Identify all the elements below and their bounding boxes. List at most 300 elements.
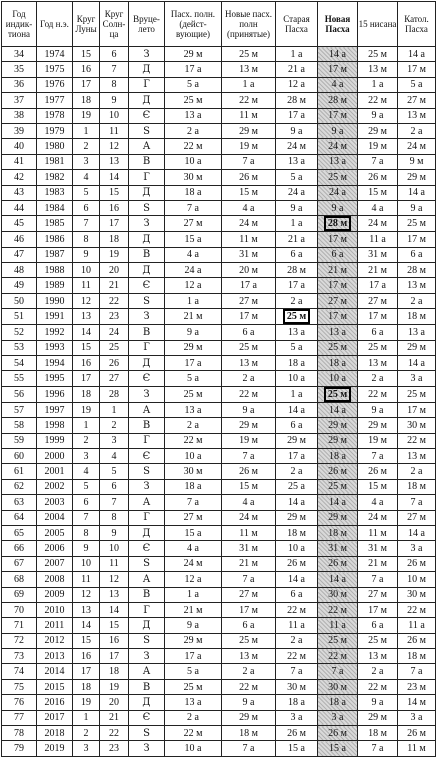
cell-new-easter: 14 а [318,495,358,510]
cell-vruceleto: З [129,649,165,664]
cell-paschal-full-moon-current: 24 м [165,556,222,571]
cell-catholic-easter: 22 м [398,433,436,448]
cell-indiction-year: 39 [2,123,37,138]
cell-old-easter: 3 а [276,710,318,725]
table-row [2,679,436,694]
cell-lunar-cycle: 1 [73,123,100,138]
cell-old-easter: 22 м [276,602,318,617]
cell-indiction-year: 58 [2,418,37,433]
cell-nisan-15: 24 м [358,510,398,525]
cell-paschal-full-moon-current: 17 а [165,356,222,371]
cell-new-easter: 22 м [318,602,358,617]
cell-old-easter: 13 а [276,154,318,169]
cell-paschal-full-moon-current: 30 м [165,170,222,185]
cell-old-easter: 17 а [276,278,318,293]
cell-catholic-easter: 14 м [398,695,436,710]
cell-solar-cycle: 23 [100,309,129,325]
cell-indiction-year: 62 [2,479,37,494]
cell-nisan-15: 29 м [358,418,398,433]
cell-ad-year: 2006 [37,541,73,556]
cell-paschal-full-moon-new: 6 а [222,325,276,340]
cell-paschal-full-moon-current: 10 а [165,741,222,756]
cell-solar-cycle: 20 [100,263,129,278]
cell-vruceleto: Ѕ [129,556,165,571]
cell-new-easter: 24 а [318,185,358,200]
cell-nisan-15: 19 м [358,433,398,448]
table-row [2,510,436,525]
cell-new-easter: 10 а [318,371,358,386]
cell-paschal-full-moon-new: 22 м [222,93,276,108]
cell-paschal-full-moon-current: 7 а [165,495,222,510]
cell-nisan-15: 26 м [358,170,398,185]
cell-catholic-easter: 13 м [398,278,436,293]
cell-paschal-full-moon-current: 30 м [165,464,222,479]
cell-nisan-15: 24 м [358,216,398,232]
cell-vruceleto: Д [129,356,165,371]
cell-ad-year: 1987 [37,247,73,262]
cell-catholic-easter: 13 м [398,108,436,123]
cell-solar-cycle: 19 [100,247,129,262]
cell-solar-cycle: 26 [100,356,129,371]
cell-nisan-15: 9 а [358,108,398,123]
cell-old-easter: 2 а [276,633,318,648]
cell-new-easter: 24 м [318,139,358,154]
table-row [2,602,436,617]
cell-paschal-full-moon-current: 10 а [165,154,222,169]
cell-ad-year: 1988 [37,263,73,278]
cell-new-easter: 17 м [318,108,358,123]
cell-lunar-cycle: 16 [73,649,100,664]
cell-paschal-full-moon-current: 15 а [165,232,222,247]
cell-old-easter: 5 а [276,340,318,355]
cell-new-easter: 25 м [318,340,358,355]
cell-old-easter: 14 а [276,402,318,417]
cell-solar-cycle: 18 [100,664,129,679]
cell-lunar-cycle: 12 [73,293,100,308]
cell-indiction-year: 54 [2,356,37,371]
cell-nisan-15: 7 а [358,741,398,756]
cell-ad-year: 1981 [37,154,73,169]
cell-indiction-year: 57 [2,402,37,417]
cell-paschal-full-moon-new: 7 а [222,741,276,756]
cell-new-easter: 25 м [318,170,358,185]
cell-nisan-15: 2 а [358,664,398,679]
cell-indiction-year: 75 [2,679,37,694]
cell-nisan-15: 21 м [358,556,398,571]
table-row [2,525,436,540]
cell-vruceleto: Г [129,170,165,185]
cell-paschal-full-moon-current: 18 а [165,479,222,494]
cell-solar-cycle: 5 [100,464,129,479]
cell-ad-year: 1978 [37,108,73,123]
cell-ad-year: 2017 [37,710,73,725]
cell-vruceleto: Г [129,77,165,92]
cell-paschal-full-moon-new: 4 а [222,495,276,510]
cell-new-easter: 26 м [318,556,358,571]
cell-catholic-easter: 14 а [398,356,436,371]
cell-paschal-full-moon-new: 25 м [222,47,276,62]
cell-nisan-15: 17 м [358,602,398,617]
cell-new-easter: 22 м [318,649,358,664]
table-row [2,386,436,402]
cell-solar-cycle: 17 [100,216,129,232]
cell-ad-year: 1989 [37,278,73,293]
cell-ad-year: 2019 [37,741,73,756]
cell-solar-cycle: 22 [100,293,129,308]
cell-ad-year: 1976 [37,77,73,92]
cell-nisan-15: 22 м [358,679,398,694]
cell-vruceleto: Д [129,618,165,633]
table-row [2,356,436,371]
cell-lunar-cycle: 18 [73,679,100,694]
cell-vruceleto: Д [129,695,165,710]
cell-old-easter: 24 а [276,185,318,200]
cell-paschal-full-moon-current: 5 а [165,371,222,386]
cell-catholic-easter: 13 м [398,448,436,463]
cell-solar-cycle: 2 [100,418,129,433]
cell-catholic-easter: 17 м [398,62,436,77]
cell-new-easter [318,386,358,402]
cell-new-easter: 9 а [318,123,358,138]
cell-lunar-cycle: 9 [73,541,100,556]
cell-new-easter: 31 м [318,541,358,556]
cell-ad-year: 1975 [37,62,73,77]
cell-lunar-cycle: 16 [73,62,100,77]
cell-paschal-full-moon-new: 6 а [222,618,276,633]
cell-new-easter: 26 м [318,726,358,741]
cell-paschal-full-moon-current: 21 м [165,602,222,617]
cell-solar-cycle: 13 [100,154,129,169]
cell-solar-cycle: 11 [100,123,129,138]
cell-solar-cycle: 14 [100,602,129,617]
cell-nisan-15: 11 м [358,525,398,540]
cell-paschal-full-moon-new: 31 м [222,247,276,262]
cell-nisan-15: 17 м [358,309,398,325]
cell-catholic-easter: 11 м [398,741,436,756]
cell-old-easter: 10 а [276,371,318,386]
cell-lunar-cycle: 6 [73,200,100,215]
cell-paschal-full-moon-current: 5 а [165,77,222,92]
cell-paschal-full-moon-new: 9 а [222,402,276,417]
header-catholic-easter: Катол. Пасха [398,2,436,47]
cell-lunar-cycle: 19 [73,695,100,710]
cell-nisan-15: 7 а [358,572,398,587]
cell-nisan-15: 9 а [358,695,398,710]
cell-new-easter: 18 м [318,525,358,540]
boxed-date: 28 м [324,216,351,231]
cell-nisan-15: 18 м [358,726,398,741]
cell-new-easter: 6 а [318,247,358,262]
cell-old-easter: 5 а [276,170,318,185]
cell-vruceleto: В [129,679,165,694]
cell-catholic-easter: 18 м [398,309,436,325]
cell-ad-year: 1992 [37,325,73,340]
cell-catholic-easter: 30 м [398,418,436,433]
cell-paschal-full-moon-new: 25 м [222,340,276,355]
cell-lunar-cycle: 4 [73,170,100,185]
cell-old-easter: 14 а [276,495,318,510]
cell-ad-year: 1984 [37,200,73,215]
cell-new-easter: 17 м [318,278,358,293]
table-row [2,572,436,587]
cell-paschal-full-moon-current: 12 а [165,572,222,587]
cell-solar-cycle: 10 [100,541,129,556]
table-row [2,587,436,602]
cell-nisan-15: 4 а [358,200,398,215]
table-row [2,139,436,154]
cell-new-easter: 13 а [318,325,358,340]
cell-ad-year: 2015 [37,679,73,694]
cell-solar-cycle: 20 [100,695,129,710]
cell-paschal-full-moon-new: 9 а [222,695,276,710]
cell-vruceleto: В [129,247,165,262]
cell-catholic-easter: 24 м [398,139,436,154]
cell-new-easter [318,216,358,232]
cell-lunar-cycle: 8 [73,232,100,247]
cell-ad-year: 1983 [37,185,73,200]
cell-vruceleto: Ѕ [129,293,165,308]
cell-old-easter: 30 м [276,679,318,694]
cell-vruceleto: В [129,587,165,602]
cell-lunar-cycle: 5 [73,185,100,200]
cell-old-easter: 2 а [276,293,318,308]
cell-vruceleto: Г [129,602,165,617]
cell-paschal-full-moon-new: 24 м [222,216,276,232]
cell-paschal-full-moon-current: 9 а [165,618,222,633]
cell-paschal-full-moon-new: 19 м [222,139,276,154]
cell-catholic-easter: 26 м [398,726,436,741]
table-row [2,293,436,308]
cell-solar-cycle: 13 [100,587,129,602]
cell-new-easter: 18 а [318,356,358,371]
cell-nisan-15: 15 м [358,479,398,494]
cell-paschal-full-moon-current: 4 а [165,247,222,262]
table-row [2,418,436,433]
table-row [2,93,436,108]
cell-lunar-cycle: 5 [73,479,100,494]
table-row [2,123,436,138]
cell-indiction-year: 37 [2,93,37,108]
cell-nisan-15: 27 м [358,587,398,602]
cell-ad-year: 2007 [37,556,73,571]
cell-paschal-full-moon-new: 20 м [222,263,276,278]
cell-lunar-cycle: 17 [73,371,100,386]
cell-ad-year: 2000 [37,448,73,463]
cell-paschal-full-moon-current: 18 а [165,185,222,200]
cell-paschal-full-moon-new: 26 м [222,464,276,479]
cell-indiction-year: 74 [2,664,37,679]
cell-new-easter: 30 м [318,587,358,602]
cell-new-easter: 7 а [318,664,358,679]
cell-vruceleto: З [129,386,165,402]
cell-ad-year: 1999 [37,433,73,448]
cell-paschal-full-moon-current: 29 м [165,340,222,355]
cell-catholic-easter: 23 м [398,679,436,694]
cell-nisan-15: 13 м [358,649,398,664]
cell-paschal-full-moon-new: 4 а [222,200,276,215]
table-row [2,371,436,386]
cell-paschal-full-moon-new: 2 а [222,664,276,679]
cell-vruceleto: Є [129,541,165,556]
cell-indiction-year: 78 [2,726,37,741]
cell-paschal-full-moon-new: 24 м [222,510,276,525]
table-header-row [2,2,436,47]
cell-paschal-full-moon-new: 29 м [222,710,276,725]
cell-nisan-15: 25 м [358,340,398,355]
cell-ad-year: 2011 [37,618,73,633]
cell-paschal-full-moon-new: 13 м [222,62,276,77]
cell-catholic-easter: 25 м [398,386,436,402]
cell-lunar-cycle: 15 [73,340,100,355]
cell-paschal-full-moon-current: 17 а [165,62,222,77]
cell-nisan-15: 1 а [358,77,398,92]
cell-old-easter: 6 а [276,418,318,433]
cell-solar-cycle: 16 [100,200,129,215]
cell-vruceleto: З [129,47,165,62]
cell-vruceleto: Є [129,448,165,463]
cell-paschal-full-moon-current: 17 а [165,649,222,664]
cell-ad-year: 1995 [37,371,73,386]
cell-ad-year: 2004 [37,510,73,525]
cell-paschal-full-moon-current: 15 а [165,525,222,540]
cell-new-easter: 11 а [318,618,358,633]
cell-solar-cycle: 21 [100,710,129,725]
cell-paschal-full-moon-new: 22 м [222,386,276,402]
cell-indiction-year: 51 [2,309,37,325]
cell-catholic-easter: 9 м [398,154,436,169]
cell-indiction-year: 52 [2,325,37,340]
cell-paschal-full-moon-new: 1 а [222,77,276,92]
cell-paschal-full-moon-new: 21 м [222,556,276,571]
cell-new-easter: 30 м [318,679,358,694]
cell-new-easter: 13 а [318,154,358,169]
cell-new-easter: 17 м [318,309,358,325]
cell-nisan-15: 9 а [358,402,398,417]
cell-paschal-full-moon-new: 18 м [222,726,276,741]
cell-paschal-full-moon-current: 29 м [165,47,222,62]
cell-paschal-full-moon-new: 13 м [222,356,276,371]
cell-lunar-cycle: 14 [73,325,100,340]
cell-new-easter: 17 м [318,62,358,77]
cell-lunar-cycle: 7 [73,510,100,525]
cell-catholic-easter: 29 м [398,340,436,355]
cell-catholic-easter: 22 м [398,602,436,617]
cell-vruceleto: Г [129,510,165,525]
cell-catholic-easter: 26 м [398,633,436,648]
cell-paschal-full-moon-current: 13 а [165,695,222,710]
table-row [2,695,436,710]
cell-lunar-cycle: 8 [73,525,100,540]
cell-solar-cycle: 3 [100,433,129,448]
cell-old-easter: 28 м [276,93,318,108]
cell-catholic-easter: 18 м [398,479,436,494]
cell-catholic-easter: 11 а [398,618,436,633]
cell-vruceleto: Ѕ [129,464,165,479]
header-vruceleto: Вруце-лето [129,2,165,47]
cell-ad-year: 2018 [37,726,73,741]
table-row [2,232,436,247]
table-row [2,649,436,664]
header-lunar-cycle: Круг Луны [73,2,100,47]
cell-new-easter: 26 м [318,464,358,479]
table-row [2,247,436,262]
cell-indiction-year: 68 [2,572,37,587]
cell-nisan-15: 2 а [358,371,398,386]
cell-lunar-cycle: 18 [73,93,100,108]
table-row [2,448,436,463]
cell-indiction-year: 38 [2,108,37,123]
cell-catholic-easter: 18 м [398,649,436,664]
cell-old-easter: 13 а [276,325,318,340]
cell-indiction-year: 70 [2,602,37,617]
cell-vruceleto: А [129,139,165,154]
cell-paschal-full-moon-current: 10 а [165,448,222,463]
cell-old-easter: 9 а [276,123,318,138]
cell-solar-cycle: 11 [100,556,129,571]
cell-solar-cycle: 1 [100,402,129,417]
cell-indiction-year: 40 [2,139,37,154]
cell-old-easter: 6 а [276,587,318,602]
table-row [2,433,436,448]
cell-catholic-easter: 14 а [398,525,436,540]
cell-paschal-full-moon-current: 1 а [165,293,222,308]
cell-vruceleto: Д [129,93,165,108]
cell-paschal-full-moon-current: 2 а [165,418,222,433]
cell-indiction-year: 67 [2,556,37,571]
cell-lunar-cycle: 2 [73,433,100,448]
cell-catholic-easter: 28 м [398,263,436,278]
cell-indiction-year: 41 [2,154,37,169]
cell-paschal-full-moon-new: 11 м [222,232,276,247]
cell-new-easter: 29 м [318,433,358,448]
table-row [2,170,436,185]
cell-vruceleto: З [129,741,165,756]
cell-vruceleto: В [129,325,165,340]
cell-paschal-full-moon-current: 13 а [165,108,222,123]
cell-lunar-cycle: 15 [73,633,100,648]
cell-nisan-15: 31 м [358,247,398,262]
cell-old-easter: 1 а [276,386,318,402]
cell-new-easter: 28 м [318,93,358,108]
cell-nisan-15: 21 м [358,263,398,278]
cell-lunar-cycle: 3 [73,154,100,169]
cell-paschal-full-moon-new: 17 м [222,602,276,617]
cell-ad-year: 1993 [37,340,73,355]
cell-vruceleto: З [129,309,165,325]
table-row [2,464,436,479]
cell-nisan-15: 15 м [358,185,398,200]
cell-solar-cycle: 15 [100,618,129,633]
cell-paschal-full-moon-current: 22 м [165,433,222,448]
cell-indiction-year: 66 [2,541,37,556]
cell-lunar-cycle: 18 [73,386,100,402]
cell-old-easter [276,309,318,325]
cell-solar-cycle: 4 [100,448,129,463]
cell-paschal-full-moon-current: 4 а [165,541,222,556]
table-row [2,741,436,756]
cell-new-easter: 3 а [318,710,358,725]
cell-paschal-full-moon-current: 12 а [165,278,222,293]
cell-lunar-cycle: 17 [73,77,100,92]
cell-indiction-year: 56 [2,386,37,402]
cell-solar-cycle: 7 [100,62,129,77]
table-row [2,618,436,633]
cell-vruceleto: Є [129,371,165,386]
cell-new-easter: 29 м [318,418,358,433]
table-row [2,325,436,340]
cell-nisan-15: 6 а [358,325,398,340]
cell-paschal-full-moon-current: 13 а [165,402,222,417]
